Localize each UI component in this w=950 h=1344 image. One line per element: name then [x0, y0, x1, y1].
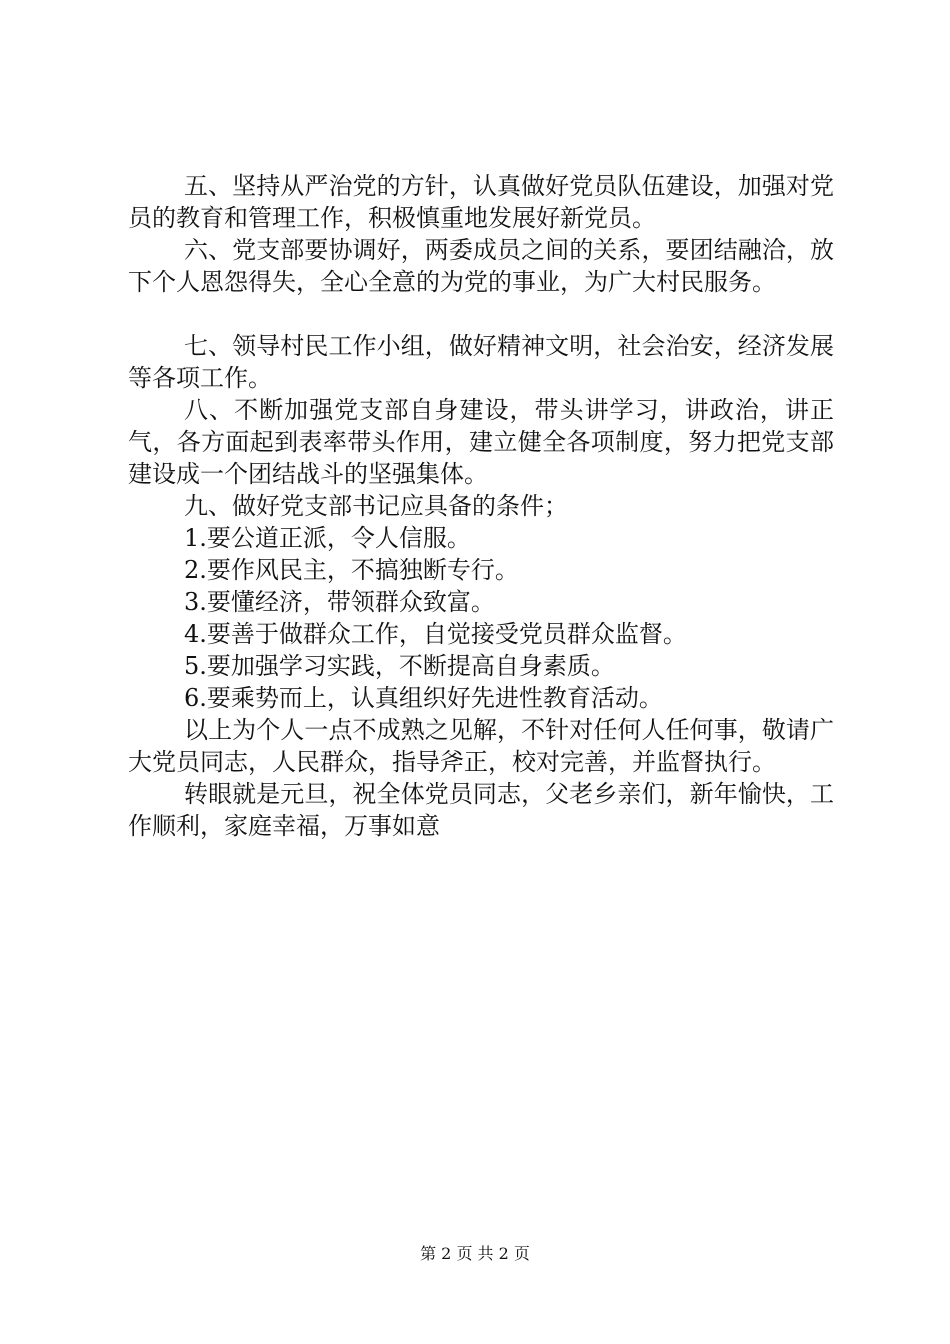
list-item-5: 5.要加强学习实践，不断提高自身素质。: [184, 652, 615, 680]
list-item-3: 3.要懂经济，带领群众致富。: [184, 588, 495, 616]
page-footer: 第 2 页 共 2 页: [420, 1244, 530, 1263]
paragraph-6: 六、党支部要协调好，两委成员之间的关系，要团结融洽，放下个人恩怨得失，全心全意的为党的事业，为广大村民服务。: [128, 236, 834, 296]
closing-paragraph: 以上为个人一点不成熟之见解，不针对任何人任何事，敬请广大党员同志，人民群众，指导斧正，校对完善，并监督执行。: [128, 716, 834, 776]
list-item-6: 6.要乘势而上，认真组织好先进性教育活动。: [184, 684, 663, 712]
list-item-2: 2.要作风民主，不搞独断专行。: [184, 556, 519, 584]
paragraph-7: 七、领导村民工作小组，做好精神文明，社会治安，经济发展等各项工作。: [128, 332, 834, 392]
list-item-1: 1.要公道正派，令人信服。: [184, 524, 471, 552]
greeting-paragraph: 转眼就是元旦，祝全体党员同志，父老乡亲们，新年愉快，工作顺利，家庭幸福，万事如意: [128, 780, 834, 840]
paragraph-5: 五、坚持从严治党的方针，认真做好党员队伍建设，加强对党员的教育和管理工作，积极慎重地发展好新党员。: [128, 172, 834, 232]
list-item-4: 4.要善于做群众工作，自觉接受党员群众监督。: [184, 620, 687, 648]
document-body: [128, 170, 834, 842]
paragraph-8: 八、不断加强党支部自身建设，带头讲学习，讲政治，讲正气，各方面起到表率带头作用，建立健全各项制度，努力把党支部建设成一个团结战斗的坚强集体。: [128, 396, 834, 488]
paragraph-9: 九、做好党支部书记应具备的条件；: [184, 492, 568, 520]
